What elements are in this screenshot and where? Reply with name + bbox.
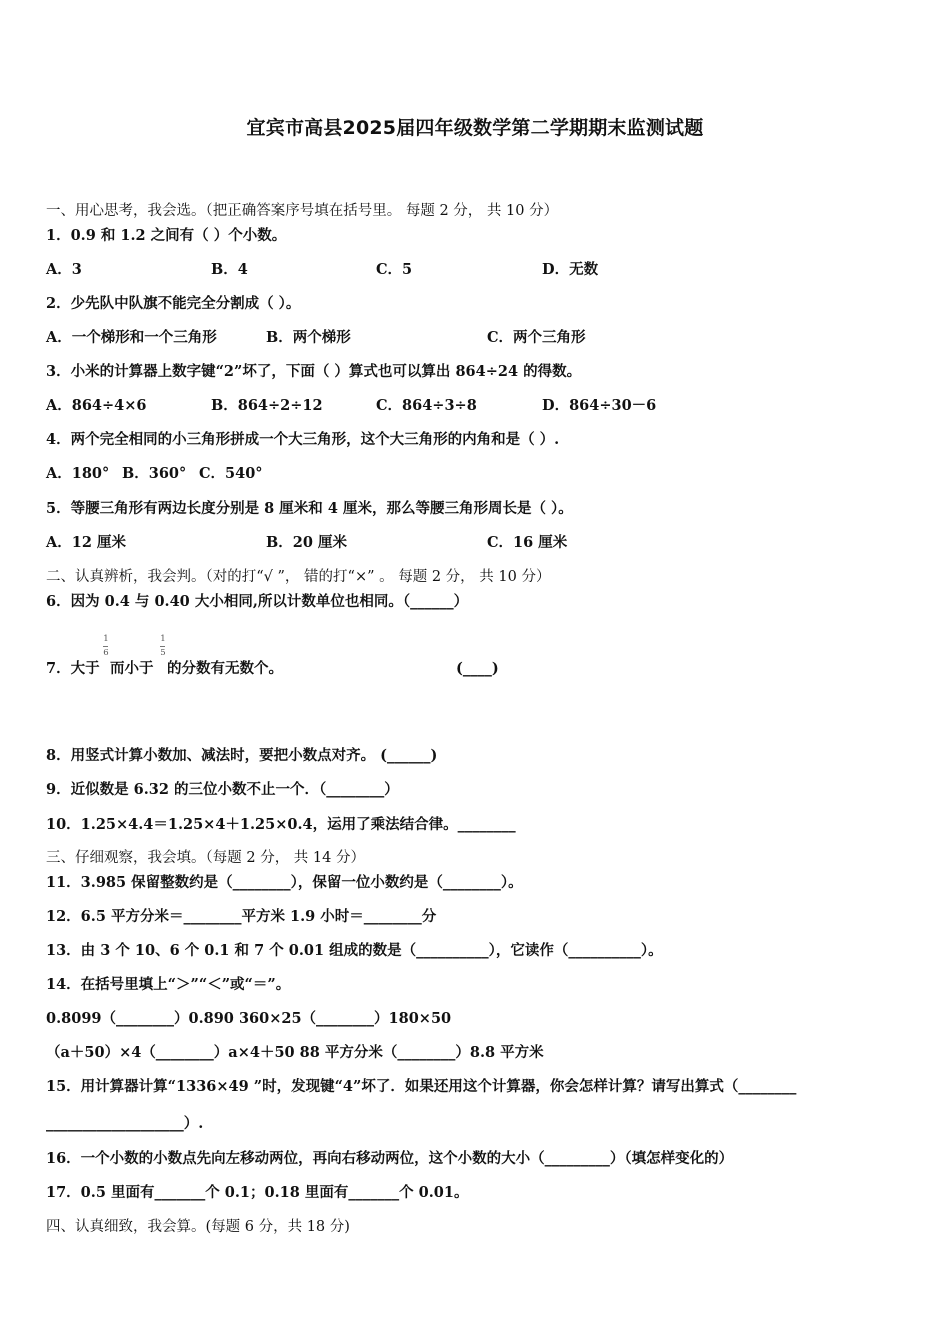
page-title: 宜宾市高县2025届四年级数学第二学期期末监测试题 xyxy=(246,117,704,139)
question-7-pre: 7．大于 xyxy=(46,660,100,677)
question-2: 2．少先队中队旗不能完全分割成（ ）。 xyxy=(46,295,301,312)
question-4: 4．两个完全相同的小三角形拼成一个大三角形，这个大三角形的内角和是（ ）. xyxy=(46,431,560,448)
question-16: 16．一个小数的小数点先向左移动两位，再向右移动两位，这个小数的大小（_________）（填怎样变化的） xyxy=(46,1150,734,1167)
fraction-1-bar xyxy=(103,646,108,647)
question-14-line-2: （a＋50）×4（________）a×4＋50 88 平方分米（________）8.8 平方米 xyxy=(46,1044,544,1061)
q3-option-b: B．864÷2÷12 xyxy=(211,397,323,414)
q1-option-d: D．无数 xyxy=(542,261,599,278)
fraction-1-denominator: 6 xyxy=(103,648,109,658)
question-14: 14．在括号里填上“＞”“＜”或“＝”。 xyxy=(46,976,291,993)
question-12: 12．6.5 平方分米＝________平方米 1.9 小时＝________分 xyxy=(46,908,437,925)
question-7-mid: 而小于 xyxy=(110,660,154,677)
fraction-2-denominator: 5 xyxy=(160,648,166,658)
q3-option-c: C．864÷3÷8 xyxy=(376,397,477,414)
question-10: 10．1.25×4.4＝1.25×4＋1.25×0.4，运用了乘法结合律。________ xyxy=(46,816,516,833)
q1-option-c: C．5 xyxy=(376,261,413,278)
section-heading-3: 三、仔细观察，我会填。（每题 2 分， 共 14 分） xyxy=(46,850,365,866)
q2-option-a: A．一个梯形和一个三角形 xyxy=(46,329,217,346)
q2-option-c: C．两个三角形 xyxy=(487,329,586,346)
question-15-line-1: 15．用计算器计算“1336×49 ”时，发现键“4”坏了．如果还用这个计算器，你会怎样计算？请写出算式（________ xyxy=(46,1078,797,1095)
q4-option-b: B．360° xyxy=(122,465,187,482)
question-15-line-2: ___________________）. xyxy=(46,1115,204,1132)
question-3: 3．小米的计算器上数字键“2”坏了，下面（ ）算式也可以算出 864÷24 的得数。 xyxy=(46,363,582,380)
q4-option-c: C．540° xyxy=(199,465,263,482)
question-1: 1．0.9 和 1.2 之间有（ ）个小数。 xyxy=(46,227,287,244)
question-11: 11．3.985 保留整数约是（________），保留一位小数约是（________）。 xyxy=(46,874,523,891)
q2-option-b: B．两个梯形 xyxy=(266,329,351,346)
fraction-2-bar xyxy=(160,646,165,647)
question-7-blank: (____) xyxy=(456,660,499,677)
q3-option-d: D．864÷30－6 xyxy=(542,397,657,414)
q5-option-b: B．20 厘米 xyxy=(266,534,347,551)
question-7-post: 的分数有无数个。 xyxy=(167,660,283,677)
question-14-line-1: 0.8099（________）0.890 360×25（________）180×50 xyxy=(46,1010,452,1027)
question-17: 17．0.5 里面有_______个 0.1；0.18 里面有_______个 0.01。 xyxy=(46,1184,469,1201)
fraction-1-numerator: 1 xyxy=(103,634,109,644)
question-9: 9．近似数是 6.32 的三位小数不止一个．（________） xyxy=(46,781,399,798)
q4-option-a: A．180° xyxy=(46,465,110,482)
q3-option-a: A．864÷4×6 xyxy=(46,397,147,414)
q1-option-b: B．4 xyxy=(211,261,248,278)
section-heading-2: 二、认真辨析，我会判。（对的打“√ ”， 错的打“×” 。 每题 2 分， 共 10 分） xyxy=(46,569,551,585)
q5-option-a: A．12 厘米 xyxy=(46,534,126,551)
fraction-2-numerator: 1 xyxy=(160,634,166,644)
question-6: 6．因为 0.4 与 0.40 大小相同,所以计数单位也相同。（______） xyxy=(46,593,469,610)
question-8: 8．用竖式计算小数加、减法时，要把小数点对齐。 (______) xyxy=(46,747,438,764)
q5-option-c: C．16 厘米 xyxy=(487,534,568,551)
question-5: 5．等腰三角形有两边长度分别是 8 厘米和 4 厘米，那么等腰三角形周长是（ ）。 xyxy=(46,500,573,517)
question-13: 13．由 3 个 10、6 个 0.1 和 7 个 0.01 组成的数是（__________），它读作（__________）。 xyxy=(46,942,663,959)
section-heading-4: 四、认真细致，我会算。(每题 6 分，共 18 分) xyxy=(46,1219,350,1235)
section-heading-1: 一、用心思考，我会选。（把正确答案序号填在括号里。 每题 2 分， 共 10 分） xyxy=(46,203,559,219)
q1-option-a: A．3 xyxy=(46,261,82,278)
